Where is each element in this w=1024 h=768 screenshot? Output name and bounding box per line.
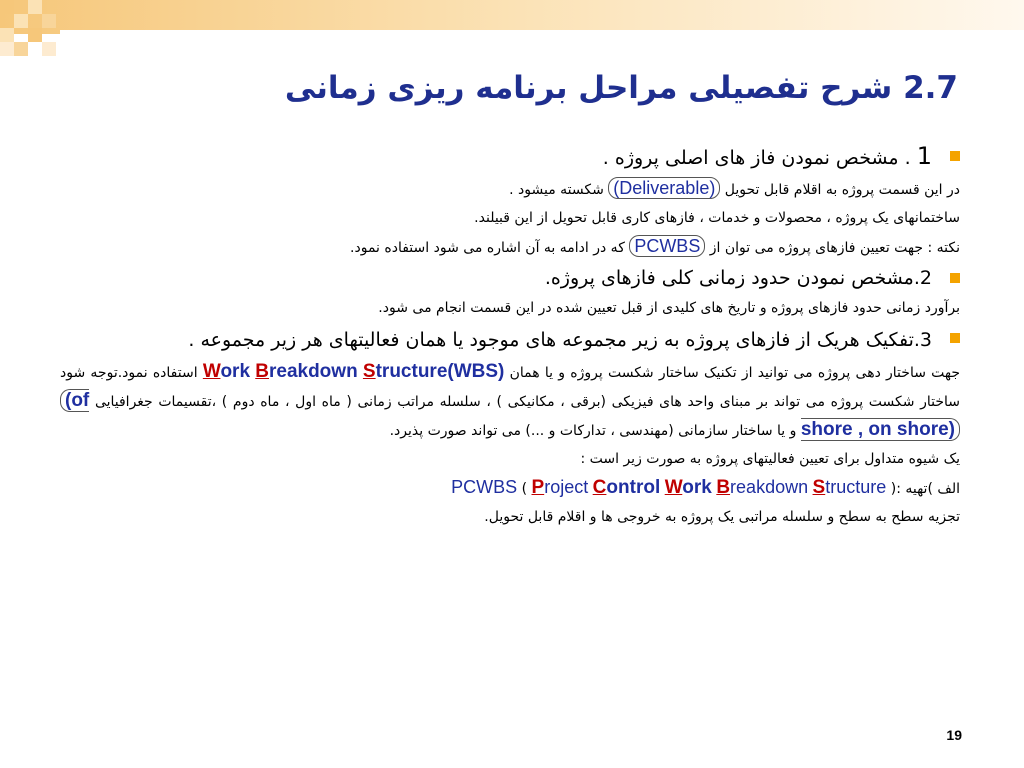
paren: (: [521, 481, 528, 497]
list-item-1: [60, 140, 960, 174]
header-decoration: [0, 0, 1024, 60]
item-text: 3.تفکیک هریک از فازهای پروژه به زیر مجموعه های موجود یا همان فعالیتهای هر زیر مجموعه .: [188, 329, 932, 351]
text: نکته : جهت تعیین فازهای پروژه می توان از: [709, 240, 960, 256]
text: ork: [220, 361, 251, 382]
text: که در ادامه به آن اشاره می شود استفاده نمود.: [350, 240, 625, 256]
paragraph-estimate: برآورد زمانی حدود فازهای پروژه و تاریخ های کلیدی از قبل تعیین شده در این قسمت انجام می شود.: [378, 300, 960, 316]
slide-content: [60, 140, 960, 531]
paragraph-method: یک شیوه متداول برای تعیین فعالیتهای پروژه به صورت زیر است :: [580, 451, 960, 467]
text: استفاده نمود.توجه شود ساختار شکست پروژه می تواند بر مبنای واحد های فیزیکی (برقی ، مکانیکی ) ، سلسله مراتب زمانی ( ماه اول ، ماه دوم ) ،تقسیمات جغرافیایی: [60, 365, 961, 410]
shore-term: (of shore , on shore): [60, 389, 960, 441]
slide-title: 2.7 شرح تفصیلی مراحل برنامه ریزی زمانی: [284, 70, 958, 106]
paren: ): [890, 481, 897, 497]
letter: W: [664, 477, 683, 498]
text: الف )تهیه: [905, 481, 960, 497]
paragraph-examples: ساختمانهای یک پروژه ، محصولات و خدمات ، فازهای کاری قابل تحویل از این قبیلند.: [474, 210, 960, 226]
paragraph-wbs: [60, 358, 960, 445]
letter: B: [716, 477, 731, 498]
letter: W: [202, 361, 221, 382]
paragraph-note: [60, 232, 960, 262]
text: و یا ساختار سازمانی (مهندسی ، تدارکات و ...) می تواند صورت پذیرد.: [389, 423, 797, 439]
item-text: 2.مشخص نمودن حدود زمانی کلی فازهای پروژه.: [544, 267, 932, 289]
item-text: . مشخص نمودن فاز های اصلی پروژه .: [602, 147, 911, 169]
deliverable-term: (Deliverable): [608, 177, 720, 199]
page-number: 19: [946, 727, 962, 743]
letter: P: [531, 477, 545, 498]
text: جهت ساختار دهی پروژه می توانید از تکنیک ساختار شکست پروژه و یا همان: [509, 365, 961, 381]
bullet-square-icon: [950, 151, 960, 161]
colon: :: [896, 481, 901, 497]
text: tructure: [825, 477, 887, 497]
pcwbs-term: PCWBS: [629, 235, 705, 257]
text: reakdown: [730, 477, 809, 497]
letter: S: [812, 477, 826, 498]
letter: C: [592, 477, 607, 498]
text: ork: [682, 477, 712, 498]
text: reakdown: [268, 361, 358, 382]
bullet-square-icon: [950, 273, 960, 283]
text: ontrol: [606, 477, 661, 498]
text: tructure(WBS): [375, 361, 505, 382]
list-item-2: [60, 262, 960, 294]
letter: B: [255, 361, 269, 382]
text: roject: [544, 477, 589, 497]
letter: S: [362, 361, 376, 382]
item-number: 1: [916, 142, 932, 170]
list-item-3: [60, 322, 960, 358]
bullet-square-icon: [950, 333, 960, 343]
paragraph-alef: [60, 473, 960, 503]
pcwbs-abbrev: PCWBS: [451, 477, 518, 497]
text: در این قسمت پروژه به اقلام قابل تحویل: [724, 182, 960, 198]
paragraph-decomposition: تجزیه سطح به سطح و سلسله مراتبی یک پروژه به خروجی ها و اقلام قابل تحویل.: [484, 509, 960, 525]
wbs-term: [202, 361, 505, 382]
paragraph-deliverables: [60, 174, 960, 204]
text: شکسته میشود .: [509, 182, 604, 198]
pcwbs-expansion: [451, 477, 901, 498]
